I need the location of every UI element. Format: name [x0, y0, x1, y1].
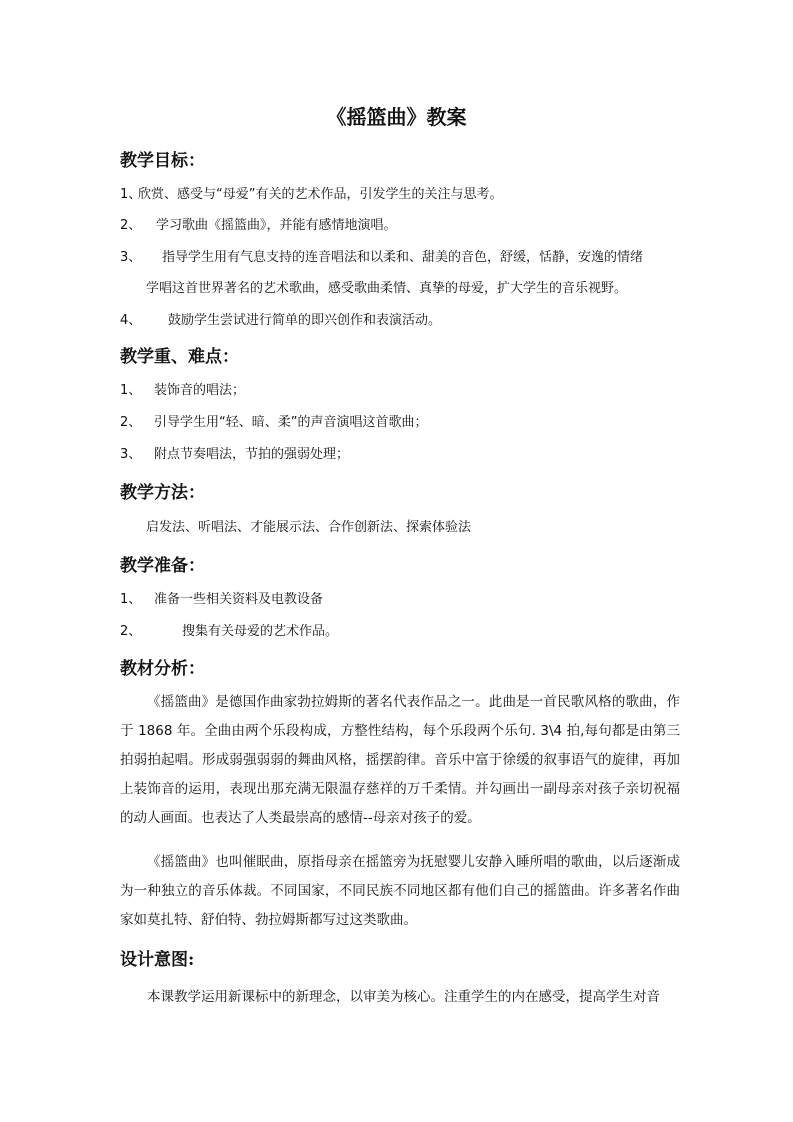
goal-item-text: 鼓励学生尝试进行简单的即兴创作和表演活动。: [168, 313, 442, 328]
heading-preparation: 教学准备：: [120, 556, 205, 576]
keypoint-item-text: 附点节奏唱法，节拍的强弱处理；: [154, 447, 350, 462]
keypoint-item-text: 引导学生用“轻、暗、柔”的声音演唱这首歌曲；: [154, 415, 428, 430]
goal-item-3: [120, 248, 643, 268]
keypoint-item-num: 2、: [120, 415, 142, 430]
goal-item-3-continued: [146, 279, 627, 299]
goal-item-num: 2、: [120, 218, 142, 233]
goal-item-1: [120, 185, 502, 205]
goal-item-4: [120, 311, 441, 331]
goal-item-text: 学唱这首世界著名的艺术歌曲，感受歌曲柔情、真挚的母爱，扩大学生的音乐视野。: [146, 281, 628, 296]
goal-item-2: [120, 216, 397, 236]
goal-item-num: 1、: [120, 187, 142, 202]
preparation-item-num: 1、: [120, 592, 142, 607]
preparation-item-1: [120, 590, 323, 610]
heading-design: 设计意图:: [120, 950, 195, 970]
design-paragraph-1: 本课教学运用新课标中的新理念，以审美为核心。注重学生的内在感受，提高学生对音: [147, 989, 660, 1005]
heading-keypoints: 教学重、难点：: [120, 347, 239, 367]
keypoint-item-3: [120, 445, 349, 465]
keypoint-item-text: 装饰音的唱法；: [154, 383, 246, 398]
preparation-item-text: 搜集有关母爱的艺术作品。: [182, 624, 339, 639]
goal-item-num: 4、: [120, 313, 142, 328]
document-title: 《摇篮曲》教案: [326, 105, 467, 129]
keypoint-item-2: [120, 413, 427, 433]
heading-analysis: 教材分析：: [120, 659, 205, 679]
preparation-item-text: 准备一些相关资料及电教设备: [154, 592, 324, 607]
keypoint-item-num: 3、: [120, 447, 142, 462]
keypoint-item-1: [120, 381, 245, 401]
goal-item-text: 学习歌曲《摇篮曲》，并能有感情地演唱。: [156, 218, 397, 233]
preparation-item-num: 2、: [120, 624, 142, 639]
analysis-paragraph-2: 《摇篮曲》也叫催眠曲，原指母亲在摇篮旁为抚慰婴儿安静入睡所唱的歌曲，以后逐渐成为一种独立的音乐体裁。不同国家，不同民族不同地区都有他们自己的摇篮曲。许多著名作曲家如莫扎特、舒伯特、勃拉姆斯都写过这类歌曲。: [120, 854, 680, 928]
heading-methods: 教学方法：: [120, 483, 205, 503]
methods-text: 启发法、听唱法、才能展示法、合作创新法、探索体验法: [146, 520, 472, 535]
goal-item-text: 指导学生用有气息支持的连音唱法和以柔和、甜美的音色，舒缓，恬静，安逸的情绪: [162, 250, 644, 265]
goal-item-num: 3、: [120, 250, 142, 265]
goal-item-text: 欣赏、感受与“母爱”有关的艺术作品，引发学生的关注与思考。: [138, 187, 503, 202]
preparation-item-2: [120, 622, 338, 642]
analysis-paragraph-1: 《摇篮曲》是德国作曲家勃拉姆斯的著名代表作品之一。此曲是一首民歌风格的歌曲，作于 1868 年。全曲由两个乐段构成，方整性结构，每个乐段两个乐句. 3\4 拍,每句都是由第三拍弱拍起唱。形成弱强弱弱的舞曲风格，摇摆韵律。音乐中富于徐缓的叙事语气的旋律，再加上装饰音的运用，表现出那充满无限温存慈祥的万千柔情。并勾画出一副母亲对孩子亲切祝福的动人画面。也表达了人类最崇高的感情--母亲对孩子的爱。: [120, 694, 680, 826]
keypoint-item-num: 1、: [120, 383, 142, 398]
heading-goals: 教学目标：: [120, 151, 205, 171]
